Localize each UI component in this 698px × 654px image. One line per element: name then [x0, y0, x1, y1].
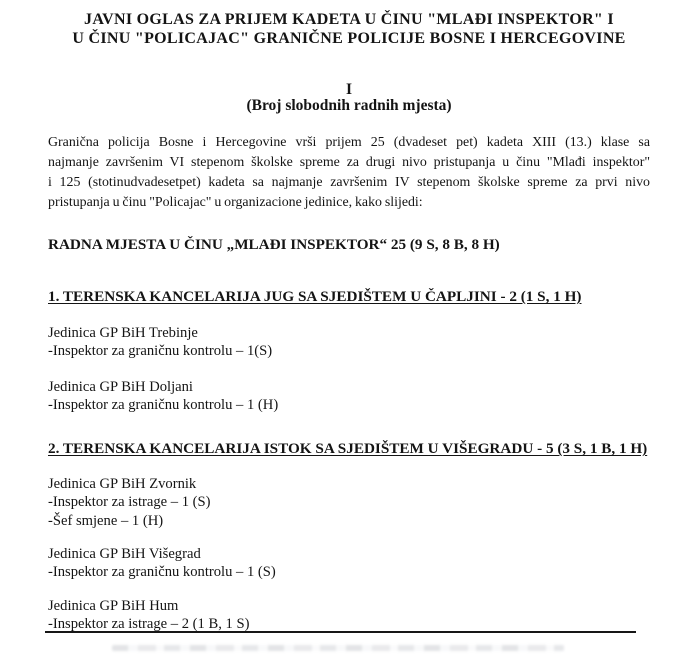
rank-heading: RADNA MJESTA U ČINU „MLAĐI INSPEKTOR“ 25 (9 S, 8 B, 8 H): [48, 236, 500, 253]
unit-position: -Inspektor za graničnu kontrolu – 1 (H): [48, 396, 279, 413]
unit-zvornik: [48, 475, 650, 530]
intro-line: Granična policija Bosne i Hercegovine vrši prijem 25 (dvadeset pet) kadeta XIII (13.) klase sa: [48, 135, 650, 150]
unit-name: Jedinica GP BiH Doljani: [48, 378, 193, 395]
section-1-heading: 1. TERENSKA KANCELARIJA JUG SA SJEDIŠTEM U ČAPLJINI - 2 (1 S, 1 H): [48, 288, 582, 305]
unit-position: -Inspektor za istrage – 1 (S): [48, 494, 211, 511]
section-2-heading: 2. TERENSKA KANCELARIJA ISTOK SA SJEDIŠTEM U VIŠEGRADU - 5 (3 S, 1 B, 1 H): [48, 440, 648, 458]
unit-doljani: [48, 378, 650, 415]
section-1: [48, 288, 650, 414]
unit-visegrad: [48, 545, 650, 582]
unit-name: Jedinica GP BiH Trebinje: [48, 325, 198, 341]
intro-line: pristupanja u činu "Policajac" u organizacione jedinice, kako slijedi:: [48, 195, 423, 210]
cutoff-text-remnant: [112, 645, 564, 651]
unit-position: -Inspektor za graničnu kontrolu – 1 (S): [48, 564, 276, 581]
intro-paragraph: [48, 133, 650, 213]
section-subtitle: (Broj slobodnih radnih mjesta): [246, 97, 452, 114]
unit-position: -Šef smjene – 1 (H): [48, 512, 164, 529]
unit-trebinje: [48, 324, 650, 361]
title-line-1: JAVNI OGLAS ZA PRIJEM KADETA U ČINU "MLAĐI INSPEKTOR" I: [84, 11, 614, 28]
section-2: [48, 440, 650, 633]
title-line-2: U ČINU "POLICAJAC" GRANIČNE POLICIJE BOSNE I HERCEGOVINE: [72, 30, 626, 47]
intro-line: najmanje završenim VI stepenom školske spreme za drugi nivo pristupanja u činu "Mlađi inspektor": [48, 155, 650, 170]
section-numeral: I: [345, 81, 353, 98]
unit-name: Jedinica GP BiH Hum: [48, 597, 179, 614]
unit-position: -Inspektor za graničnu kontrolu – 1(S): [48, 343, 273, 360]
document-title: [48, 10, 650, 48]
horizontal-rule: [45, 631, 636, 633]
unit-hum: [48, 597, 650, 634]
unit-name: Jedinica GP BiH Višegrad: [48, 546, 201, 563]
intro-line: i 125 (stotinudvadesetpet) kadeta sa najmanje završenim IV stepenom školske spreme za prvi nivo: [48, 175, 650, 190]
unit-position: -Inspektor za istrage – 2 (1 B, 1 S): [48, 615, 250, 632]
unit-name: Jedinica GP BiH Zvornik: [48, 476, 197, 493]
